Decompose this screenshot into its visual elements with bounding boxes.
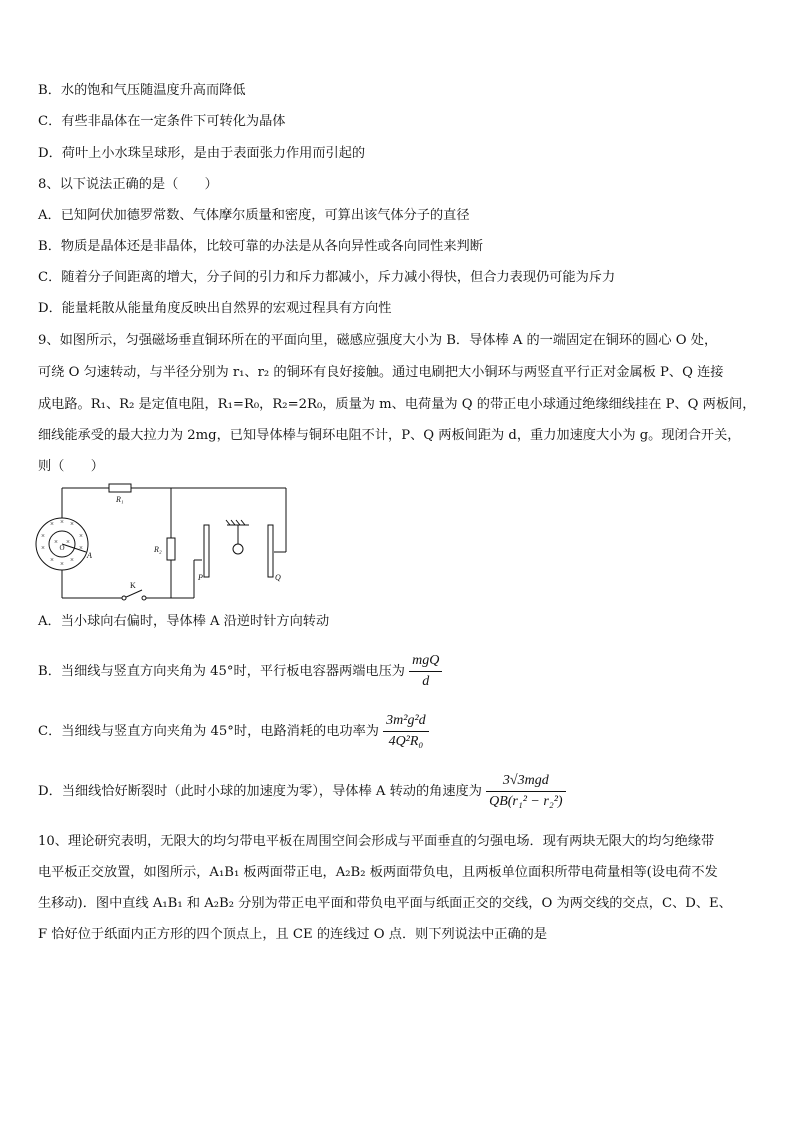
plate-p xyxy=(204,525,209,577)
q9-option-c-numerator: 3m²g²d xyxy=(383,712,429,732)
svg-text:×: × xyxy=(41,532,45,540)
label-k: K xyxy=(130,581,136,590)
label-p: P xyxy=(198,573,203,582)
q9-option-d-denominator: QB(r₁² − r₂²) xyxy=(489,794,563,809)
svg-text:×: × xyxy=(54,538,58,546)
svg-text:×: × xyxy=(50,520,54,528)
label-r2: R₂ xyxy=(154,545,162,554)
q9-option-c-denominator: 4Q²R₀ xyxy=(388,734,424,749)
q9-stem-line-3: 成电路。R₁、R₂ 是定值电阻，R₁=R₀，R₂=2R₀，质量为 m、电荷量为 Q 的带正电小球通过绝缘细线挂在 P、Q 两板间， xyxy=(38,397,756,412)
q10-line-3: 生移动)．图中直线 A₁B₁ 和 A₂B₂ 分别为带正电平面和带负电平面与纸面正交的交线，O 为两交线的交点，C、D、E、 xyxy=(38,896,732,911)
label-a: A xyxy=(87,551,92,560)
circuit-diagram xyxy=(34,480,304,605)
q8-stem: 8、以下说法正确的是（ ） xyxy=(38,177,218,192)
label-q: Q xyxy=(275,573,281,582)
q9-option-d-numerator: 3√3mgd xyxy=(486,772,565,792)
q9-stem-line-5: 则（ ） xyxy=(38,459,104,474)
plate-q xyxy=(268,525,273,577)
charged-ball xyxy=(233,544,243,554)
q9-option-d-text: D．当细线恰好断裂时（此时小球的加速度为零），导体棒 A 转动的角速度为 xyxy=(38,784,482,799)
q9-stem-line-4: 细线能承受的最大拉力为 2mg，已知导体棒与铜环电阻不计，P、Q 两板间距为 d，重力加速度大小为 g。现闭合开关， xyxy=(38,428,741,443)
q8-option-a: A．已知阿伏加德罗常数、气体摩尔质量和密度，可算出该气体分子的直径 xyxy=(38,208,470,223)
q9-stem-line-2: 可绕 O 匀速转动，与半径分别为 r₁、r₂ 的铜环有良好接触。通过电刷把大小铜环与两竖直平行正对金属板 P、Q 连接 xyxy=(38,365,724,380)
q7-option-b: B．水的饱和气压随温度升高而降低 xyxy=(38,83,246,98)
q9-option-b-text: B．当细线与竖直方向夹角为 45°时，平行板电容器两端电压为 xyxy=(38,664,405,679)
svg-text:×: × xyxy=(60,518,64,526)
q8-option-c: C．随着分子间距离的增大，分子间的引力和斥力都减小，斥力减小得快，但合力表现仍可能为斥力 xyxy=(38,270,616,285)
svg-text:×: × xyxy=(70,520,74,528)
q9-stem-line-1: 9、如图所示，匀强磁场垂直铜环所在的平面向里，磁感应强度大小为 B．导体棒 A 的一端固定在铜环的圆心 O 处， xyxy=(38,333,718,348)
svg-text:×: × xyxy=(60,560,64,568)
magnetic-field-crosses xyxy=(41,518,83,568)
svg-text:O: O xyxy=(59,544,65,552)
q9-option-b xyxy=(38,652,442,691)
q9-option-b-fraction xyxy=(409,652,442,691)
q9-option-b-numerator: mgQ xyxy=(409,652,442,672)
q9-option-d xyxy=(38,772,566,811)
q9-option-c-fraction xyxy=(383,712,429,751)
svg-text:×: × xyxy=(41,544,45,552)
q8-option-b: B．物质是晶体还是非晶体，比较可靠的办法是从各向异性或各向同性来判断 xyxy=(38,239,483,254)
switch-k xyxy=(124,590,142,598)
resistor-r1 xyxy=(109,484,131,492)
q7-option-d: D．荷叶上小水珠呈球形，是由于表面张力作用而引起的 xyxy=(38,146,366,161)
q9-option-c-text: C．当细线与竖直方向夹角为 45°时，电路消耗的电功率为 xyxy=(38,724,379,739)
resistor-r2 xyxy=(167,538,175,560)
svg-text:×: × xyxy=(79,544,83,552)
q10-line-4: F 恰好位于纸面内正方形的四个顶点上，且 CE 的连线过 O 点．则下列说法中正确的是 xyxy=(38,927,548,942)
q8-option-d: D．能量耗散从能量角度反映出自然界的宏观过程具有方向性 xyxy=(38,301,392,316)
q9-option-c xyxy=(38,712,429,751)
q9-option-a: A．当小球向右偏时，导体棒 A 沿逆时针方向转动 xyxy=(38,614,330,629)
label-r1: R₁ xyxy=(116,495,124,504)
svg-text:×: × xyxy=(79,532,83,540)
svg-text:×: × xyxy=(66,538,70,546)
q10-line-1: 10、理论研究表明，无限大的均匀带电平板在周围空间会形成与平面垂直的匀强电场．现有两块无限大的均匀绝缘带 xyxy=(38,834,715,849)
q10-line-2: 电平板正交放置，如图所示，A₁B₁ 板两面带正电，A₂B₂ 板两面带负电，且两板单位面积所带电荷量相等(设电荷不发 xyxy=(38,865,718,880)
svg-text:×: × xyxy=(70,556,74,564)
q9-option-d-fraction xyxy=(486,772,565,811)
svg-text:×: × xyxy=(50,556,54,564)
q9-option-b-denominator: d xyxy=(422,674,430,689)
q7-option-c: C．有些非晶体在一定条件下可转化为晶体 xyxy=(38,114,286,129)
